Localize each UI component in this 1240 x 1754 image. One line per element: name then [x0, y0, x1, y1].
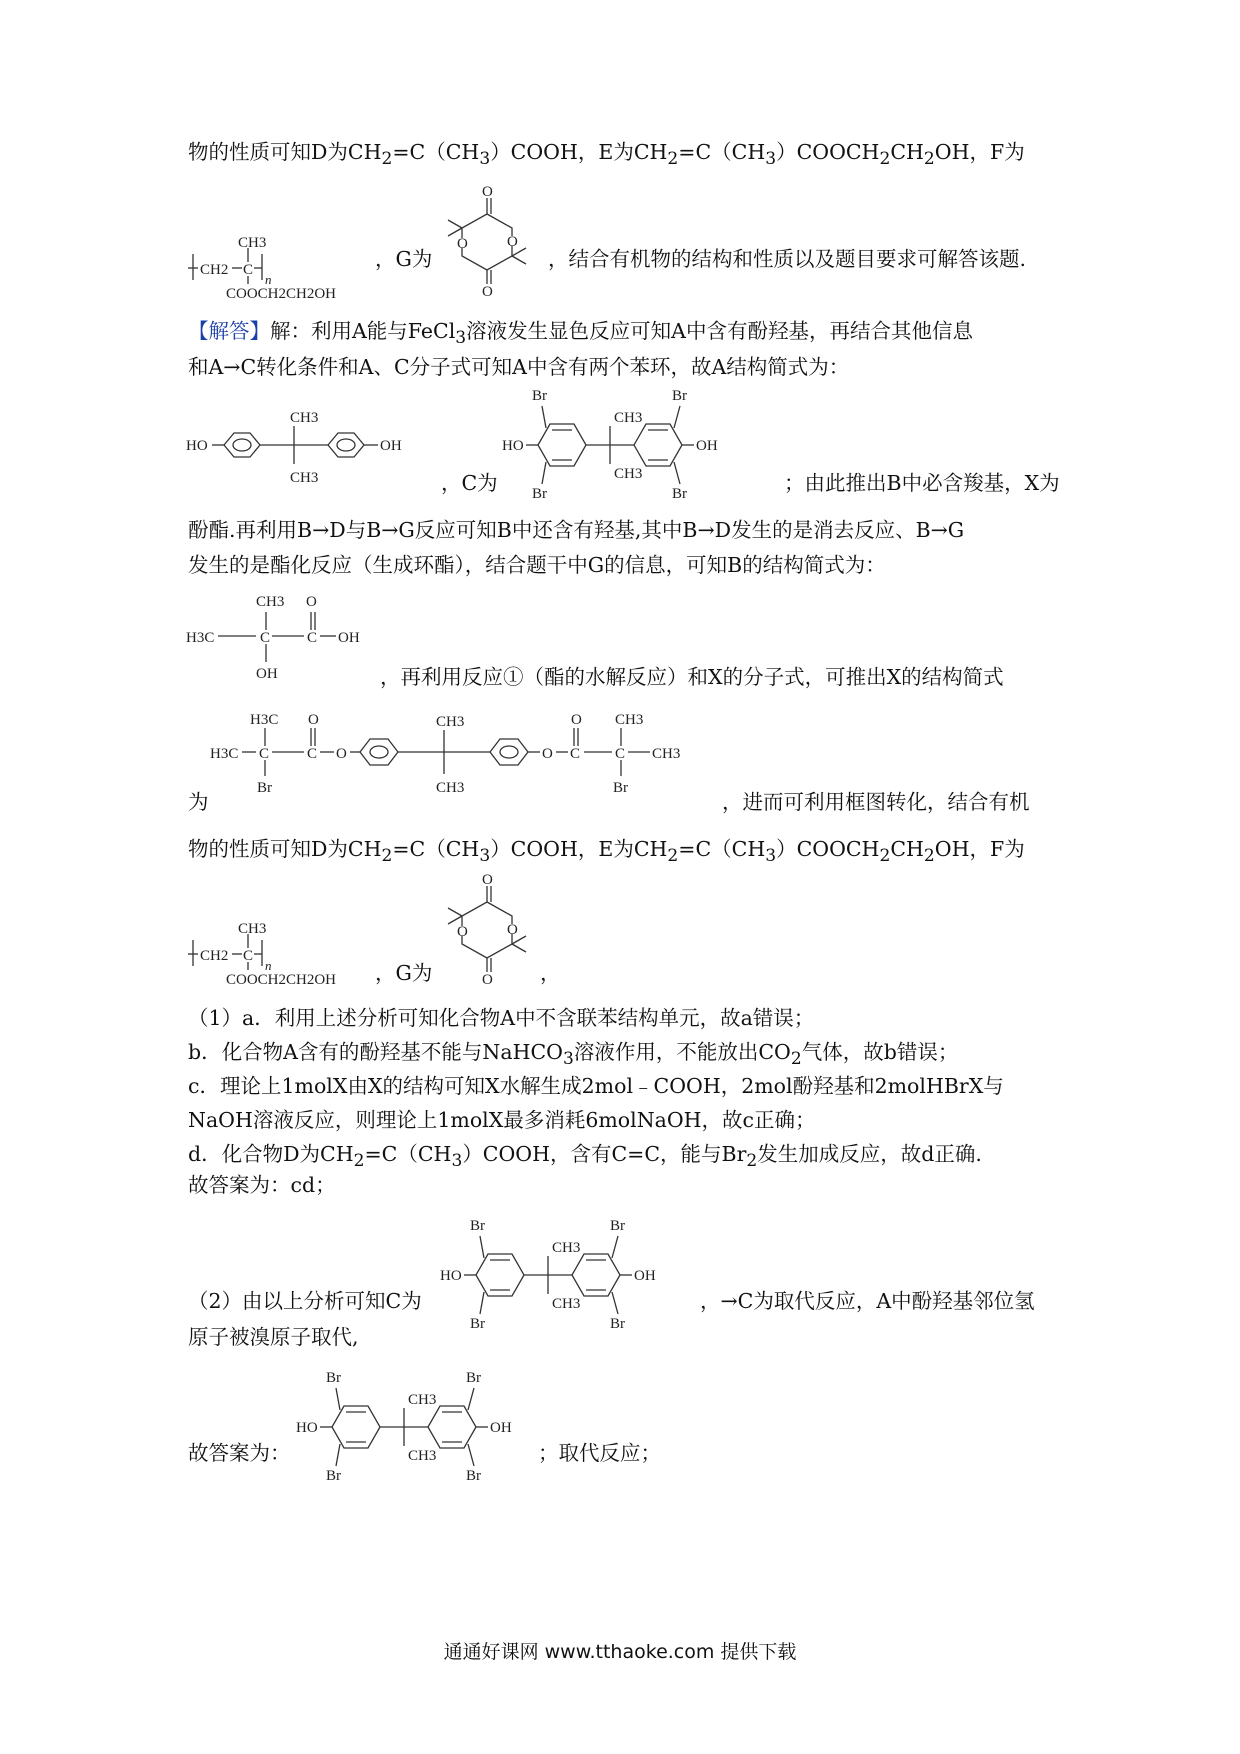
svg-text:CH3: CH3	[290, 410, 319, 426]
svg-text:CH2: CH2	[200, 948, 229, 964]
svg-text:Br: Br	[326, 1468, 341, 1484]
svg-text:C: C	[570, 746, 581, 762]
page-footer: 通通好课网 www.tthaoke.com 提供下载	[443, 1641, 797, 1663]
text-q1b: b．化合物A含有的酚羟基不能与NaHCO$_3$溶液作用，不能放出$CO_2$气体，故b错误；	[188, 1040, 959, 1070]
text-q2-line-2: 原子被溴原子取代,	[188, 1325, 359, 1349]
text-q2-end: ，→C为取代反应，A中酚羟基邻位氢	[700, 1289, 1035, 1313]
text-q1c-2: NaOH溶液反应，则理论上1molX最多消耗6molNaOH，故c正确；	[188, 1108, 816, 1132]
svg-text:Br: Br	[610, 1316, 625, 1332]
text-line-8: ，再利用反应①（酯的水解反应）和X的分子式，可推出X的结构简式	[380, 665, 1004, 689]
text-q1c-1: c．理论上1molX由X的结构可知X水解生成2mol﹣COOH，2mol酚羟基和2molHBrX与	[188, 1074, 1004, 1098]
compound-X-structure	[210, 708, 730, 808]
text-line-2-end: ，结合有机物的结构和性质以及题目要求可解答该题.	[548, 247, 1027, 271]
compound-A-structure	[186, 402, 446, 492]
text-G-label: ，G为	[375, 247, 433, 271]
svg-text:HO: HO	[440, 1268, 462, 1284]
text-answer-1: 故答案为：cd；	[188, 1173, 336, 1197]
svg-text:CH3: CH3	[436, 714, 465, 730]
svg-text:Br: Br	[326, 1370, 341, 1386]
svg-text:O: O	[482, 872, 493, 888]
text-answer-2: 故答案为：	[188, 1441, 291, 1465]
svg-text:O: O	[571, 712, 582, 728]
svg-text:O: O	[308, 712, 319, 728]
svg-text:Br: Br	[470, 1316, 485, 1332]
svg-text:O: O	[336, 746, 347, 762]
svg-text:COOCH2CH2OH: COOCH2CH2OH	[226, 286, 337, 302]
polymer-F-structure	[186, 232, 386, 302]
cyclic-ester-G-structure	[432, 184, 542, 300]
svg-text:C: C	[243, 262, 254, 278]
svg-text:Br: Br	[257, 780, 272, 796]
svg-text:OH: OH	[380, 438, 402, 454]
compound-C-structure	[502, 386, 762, 506]
svg-text:CH3: CH3	[408, 1448, 437, 1464]
svg-text:Br: Br	[672, 486, 687, 502]
text-answer-2-end: ；取代反应；	[538, 1441, 661, 1465]
svg-text:O: O	[457, 924, 468, 940]
svg-text:H3C: H3C	[250, 712, 279, 728]
answer-tag: 【解答】	[188, 319, 270, 343]
svg-text:OH: OH	[634, 1268, 656, 1284]
text-G-label-2: ，G为	[375, 961, 433, 985]
text-comma: ，	[540, 961, 561, 985]
svg-text:O: O	[457, 236, 468, 252]
svg-text:OH: OH	[338, 630, 360, 646]
svg-text:C: C	[307, 746, 318, 762]
svg-text:H3C: H3C	[186, 630, 215, 646]
svg-text:O: O	[507, 922, 518, 938]
svg-text:n: n	[265, 958, 272, 973]
svg-text:O: O	[306, 594, 317, 610]
text-line-7: 发生的是酯化反应（生成环酯），结合题干中G的信息，可知B的结构简式为：	[188, 553, 886, 577]
svg-text:H3C: H3C	[210, 746, 239, 762]
text-wei: 为	[188, 790, 209, 814]
text-q2: （2）由以上分析可知C为	[188, 1289, 422, 1313]
svg-text:CH3: CH3	[652, 746, 681, 762]
svg-text:CH3: CH3	[408, 1392, 437, 1408]
svg-text:CH3: CH3	[436, 780, 465, 796]
svg-text:O: O	[482, 284, 493, 300]
svg-text:Br: Br	[672, 388, 687, 404]
text-line-10: 物的性质可知D为$CH_2=C(CH_3)COOH$，E为$CH_2=C(CH_3)COOCH_2CH_2OH$，F为	[188, 837, 1025, 867]
svg-text:C: C	[243, 948, 254, 964]
svg-text:O: O	[507, 234, 518, 250]
text-line-5-end: ；由此推出B中必含羧基，X为	[784, 471, 1060, 495]
svg-text:CH3: CH3	[552, 1240, 581, 1256]
svg-text:Br: Br	[532, 388, 547, 404]
svg-text:C: C	[307, 630, 318, 646]
compound-B-structure	[186, 592, 386, 692]
svg-text:C: C	[615, 746, 626, 762]
text-line-1: 物的性质可知D为$CH_2=C(CH_3)COOH$，E为$CH_2=C(CH_3)COOCH_2CH_2OH$，F为	[188, 140, 1025, 170]
svg-text:OH: OH	[490, 1420, 512, 1436]
svg-text:COOCH2CH2OH: COOCH2CH2OH	[226, 972, 337, 988]
compound-C-structure-2	[440, 1216, 700, 1336]
svg-text:O: O	[542, 746, 553, 762]
svg-text:CH3: CH3	[290, 470, 319, 486]
text-line-3: 【解答】解：利用A能与FeCl$_3$溶液发生显色反应可知A中含有酚羟基，再结合其他信息	[188, 319, 973, 349]
svg-text:Br: Br	[610, 1218, 625, 1234]
svg-text:HO: HO	[502, 438, 524, 454]
svg-text:C: C	[259, 746, 270, 762]
text-q1a: （1）a．利用上述分析可知化合物A中不含联苯结构单元，故a错误；	[188, 1006, 815, 1030]
text-line-9-end: ，进而可利用框图转化，结合有机	[722, 790, 1030, 814]
svg-text:HO: HO	[296, 1420, 318, 1436]
svg-text:OH: OH	[256, 666, 278, 682]
svg-text:CH3: CH3	[615, 712, 644, 728]
svg-text:CH3: CH3	[614, 410, 643, 426]
svg-text:O: O	[482, 184, 493, 200]
svg-text:CH3: CH3	[238, 235, 267, 251]
svg-text:O: O	[482, 972, 493, 988]
text-line-4: 和A→C转化条件和A、C分子式可知A中含有两个苯环，故A结构简式为：	[188, 355, 850, 379]
svg-text:Br: Br	[466, 1370, 481, 1386]
svg-text:Br: Br	[466, 1468, 481, 1484]
svg-text:Br: Br	[613, 780, 628, 796]
svg-text:Br: Br	[470, 1218, 485, 1234]
compound-C-structure-3	[296, 1368, 556, 1488]
cyclic-ester-G-structure-2	[432, 872, 542, 988]
svg-text:C: C	[260, 630, 271, 646]
svg-text:CH3: CH3	[238, 921, 267, 937]
svg-text:CH3: CH3	[614, 466, 643, 482]
svg-text:n: n	[265, 272, 272, 287]
svg-text:CH2: CH2	[200, 262, 229, 278]
text-line-6: 酚酯.再利用B→D与B→G反应可知B中还含有羟基,其中B→D发生的是消去反应、B→G	[188, 518, 965, 542]
svg-text:HO: HO	[186, 438, 208, 454]
polymer-F-structure-2	[186, 918, 386, 988]
text-q1d: d．化合物D为$CH_2=C(CH_3)COOH$，含有C=C，能与$Br_2$发生加成反应，故d正确.	[188, 1142, 982, 1172]
svg-text:CH3: CH3	[256, 594, 285, 610]
svg-text:OH: OH	[696, 438, 718, 454]
svg-text:Br: Br	[532, 486, 547, 502]
text-C-label: ，C为	[441, 471, 498, 495]
svg-text:CH3: CH3	[552, 1296, 581, 1312]
